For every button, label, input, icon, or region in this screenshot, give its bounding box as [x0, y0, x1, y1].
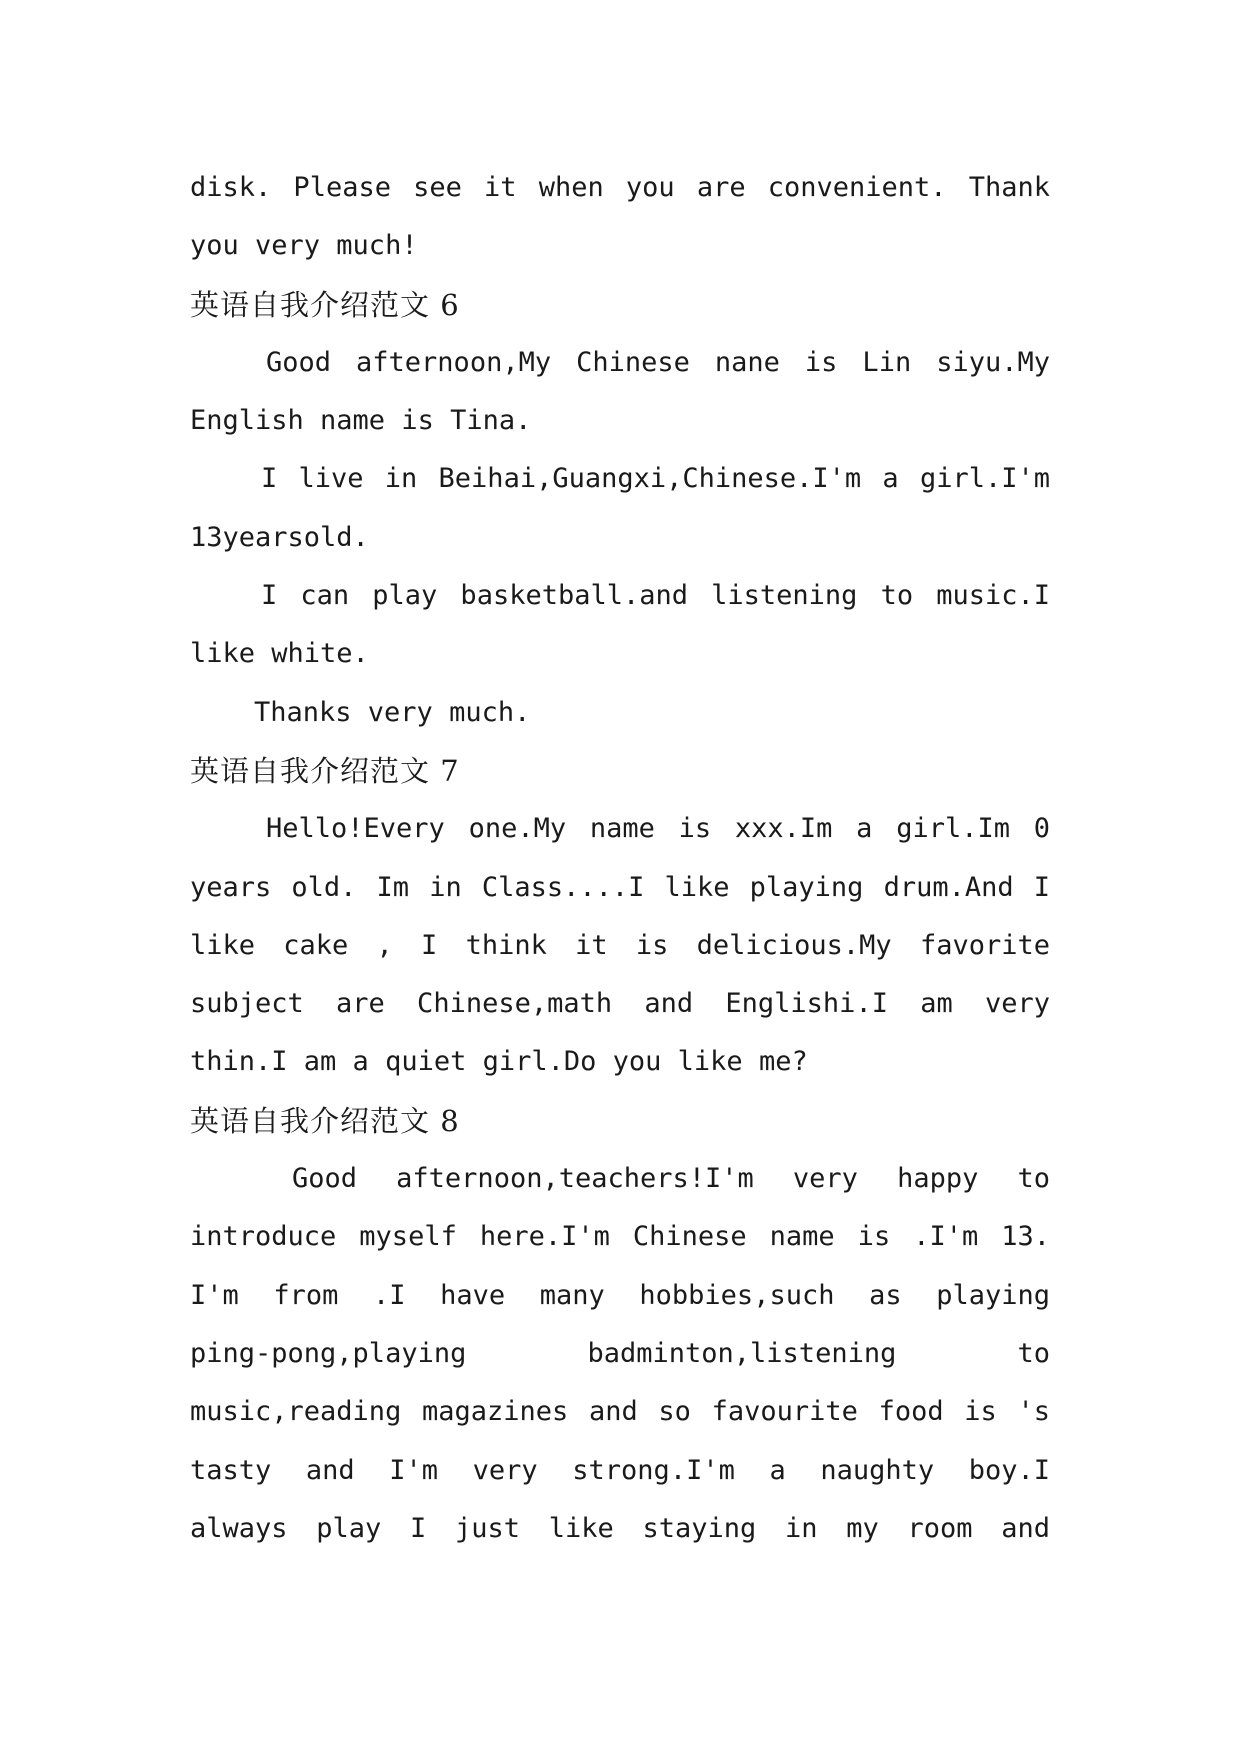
text-line: years old. Im in Class....I like playing drum.And I [190, 871, 1050, 903]
text-line: ping-pong,playing badminton,listening to [190, 1337, 1050, 1369]
text-line: tasty and I'm very strong.I'm a naughty boy.I [190, 1454, 1050, 1486]
text-line: like white. [190, 638, 369, 670]
text-line: Good afternoon,teachers!I'm very happy to [292, 1163, 1050, 1195]
text-line: Hello!Every one.My name is xxx.Im a girl.Im 0 [266, 813, 1050, 845]
text-line: always play I just like staying in my room and [190, 1512, 1050, 1544]
text-line: I'm from .I have many hobbies,such as playing [190, 1279, 1050, 1311]
text-line: Good afternoon,My Chinese nane is Lin siyu.My [266, 346, 1050, 378]
section-heading: 英语自我介绍范文 8 [190, 1103, 460, 1138]
text-line: disk. Please see it when you are convenient. Thank [190, 172, 1050, 203]
text-line: you very much! [190, 230, 418, 262]
text-line: English name is Tina. [190, 405, 532, 437]
text-line: I can play basketball.and listening to music.I [261, 580, 1050, 612]
text-line: like cake , I think it is delicious.My favorite [190, 929, 1050, 961]
text-line: 13yearsold. [190, 521, 369, 553]
document-page [190, 159, 1050, 1558]
text-line: Thanks very much. [254, 696, 531, 728]
section-heading: 英语自我介绍范文 7 [190, 753, 460, 788]
text-line: subject are Chinese,math and Englishi.I am very [190, 988, 1050, 1020]
text-line: I live in Beihai,Guangxi,Chinese.I'm a girl.I'm [261, 463, 1050, 495]
section-heading: 英语自我介绍范文 6 [190, 287, 460, 322]
text-line: music,reading magazines and so favourite food is 's [190, 1396, 1050, 1428]
text-line: thin.I am a quiet girl.Do you like me? [190, 1046, 808, 1078]
text-line: introduce myself here.I'm Chinese name is .I'm 13. [190, 1221, 1050, 1253]
